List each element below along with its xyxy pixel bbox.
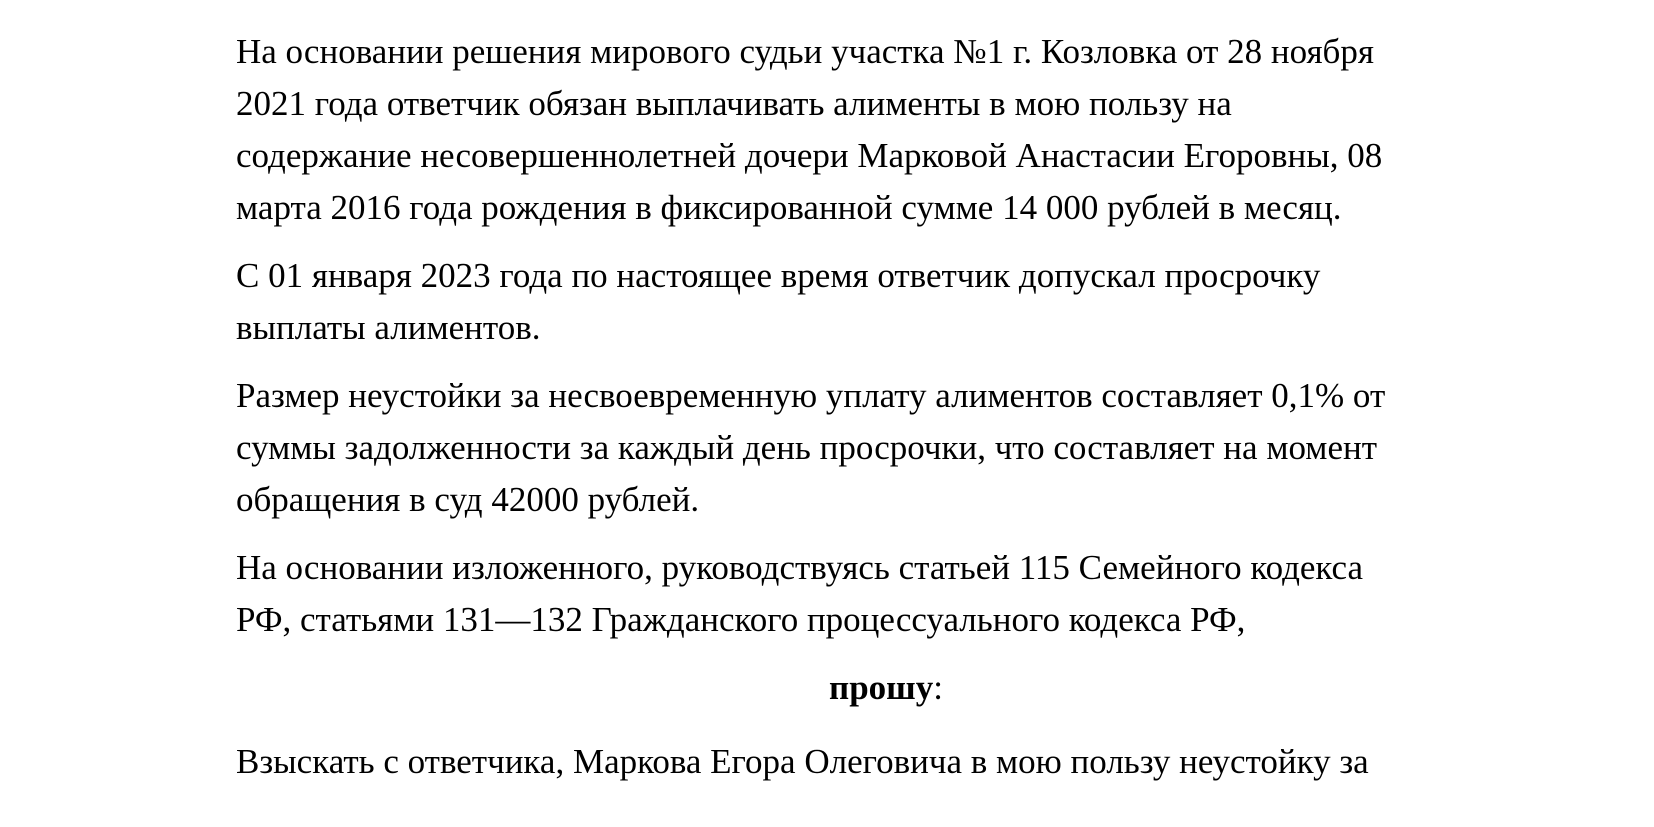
- text-line: марта 2016 года рождения в фиксированной сумме 14 000 рублей в месяц.: [236, 188, 1342, 227]
- text-line: Размер неустойки за несвоевременную уплату алиментов составляет 0,1% от: [236, 376, 1386, 415]
- document-body: [236, 26, 1526, 804]
- paragraph-court-decision: [236, 26, 1526, 234]
- paragraph-penalty-amount: [236, 370, 1526, 526]
- paragraph-claim: [236, 736, 1526, 788]
- request-colon: :: [933, 668, 943, 707]
- text-line: выплаты алиментов.: [236, 308, 541, 347]
- text-line: содержание несовершеннолетней дочери Марковой Анастасии Егоровны, 08: [236, 136, 1383, 175]
- text-line: РФ, статьями 131—132 Гражданского процессуального кодекса РФ,: [236, 600, 1246, 639]
- text-line: Взыскать с ответчика, Маркова Егора Олеговича в мою пользу неустойку за: [236, 742, 1369, 781]
- text-line: 2021 года ответчик обязан выплачивать алименты в мою пользу на: [236, 84, 1232, 123]
- text-line: На основании решения мирового судьи участка №1 г. Козловка от 28 ноября: [236, 32, 1374, 71]
- text-line: суммы задолженности за каждый день просрочки, что составляет на момент: [236, 428, 1378, 467]
- paragraph-legal-basis: [236, 542, 1526, 646]
- request-heading: [236, 662, 1526, 714]
- paragraph-payment-delay: [236, 250, 1526, 354]
- request-word: прошу: [829, 668, 934, 707]
- text-line: обращения в суд 42000 рублей.: [236, 480, 700, 519]
- text-line: С 01 января 2023 года по настоящее время ответчик допускал просрочку: [236, 256, 1321, 295]
- text-line: На основании изложенного, руководствуясь статьей 115 Семейного кодекса: [236, 548, 1364, 587]
